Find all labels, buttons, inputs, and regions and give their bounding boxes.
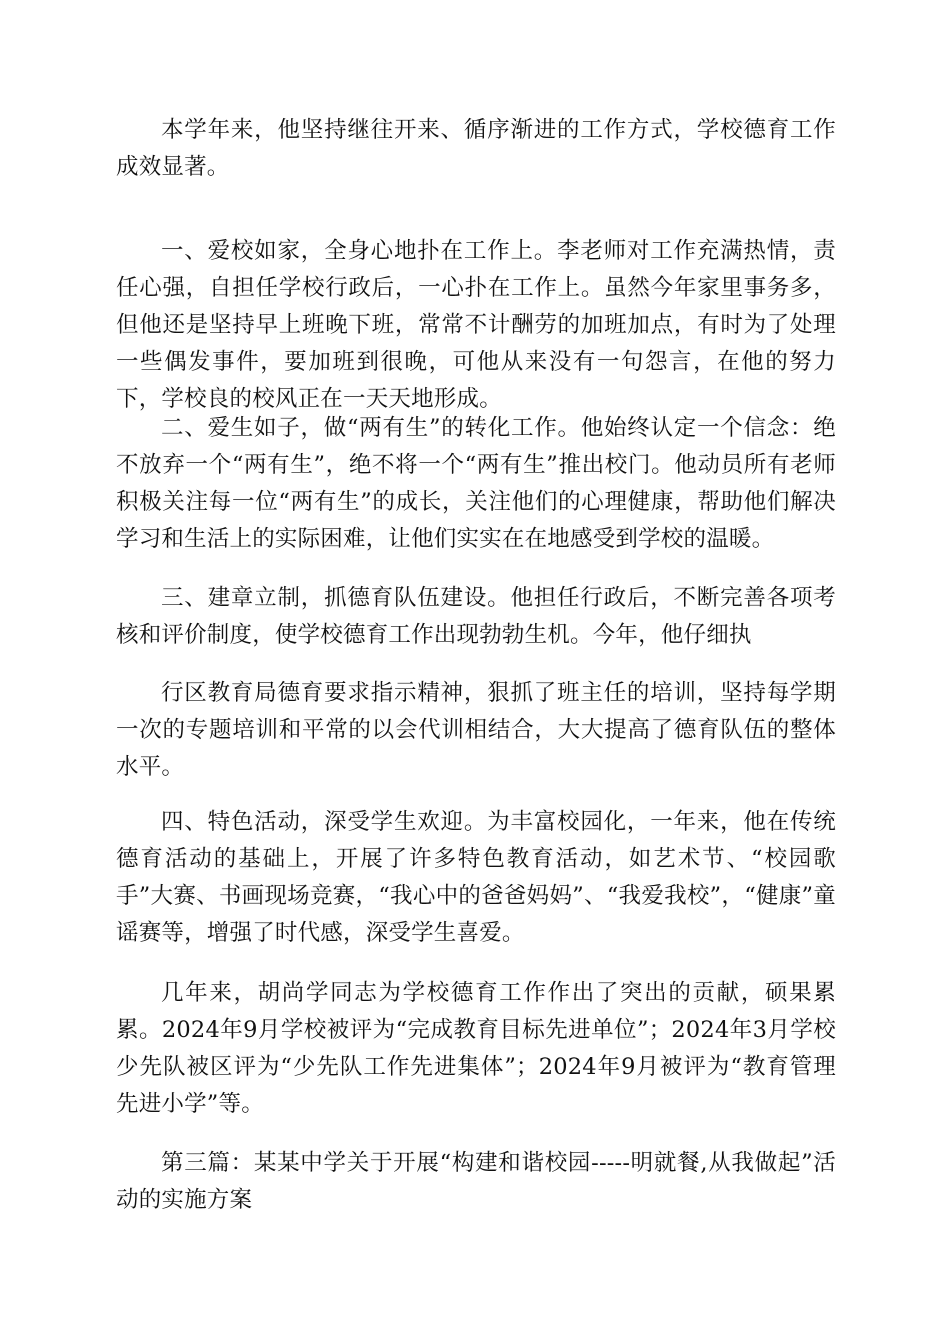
paragraph-intro: 本学年来，他坚持继往开来、循序渐进的工作方式，学校德育工作成效显著。 [116, 117, 836, 180]
paragraph-point-three: 三、建章立制，抓德育队伍建设。他担任行政后，不断完善各项考核和评价制度，使学校德育工作出现勃勃生机。今年，他仔细执 [116, 585, 836, 648]
paragraph-point-three-continued: 行区教育局德育要求指示精神，狠抓了班主任的培训，坚持每学期一次的专题培训和平常的以会代训相结合，大大提高了德育队伍的整体水平。 [116, 680, 836, 780]
paragraph-achievements: 几年来，胡尚学同志为学校德育工作作出了突出的贡献，硕果累累。2024年9月学校被评为“完成教育目标先进单位”；2024年3月学校少先队被区评为“少先队工作先进集体”；2024年9月被评为“教育管理先进小学”等。 [116, 980, 836, 1117]
paragraph-point-two: 二、爱生如子，做“两有生”的转化工作。他始终认定一个信念：绝不放弃一个“两有生”，绝不将一个“两有生”推出校门。他动员所有老师积极关注每一位“两有生”的成长，关注他们的心理健康，帮助他们解决学习和生活上的实际困难，让他们实实在在地感受到学校的温暖。 [116, 415, 836, 552]
paragraph-point-four: 四、特色活动，深受学生欢迎。为丰富校园化，一年来，他在传统德育活动的基础上，开展了许多特色教育活动，如艺术节、“校园歌手”大赛、书画现场竞赛，“我心中的爸爸妈妈”、“我爱我校”，“健康”童谣赛等，增强了时代感，深受学生喜爱。 [116, 809, 836, 946]
section-heading-part-three: 第三篇：某某中学关于开展“构建和谐校园-----明就餐,从我做起”活动的实施方案 [116, 1150, 836, 1213]
paragraph-point-one: 一、爱校如家，全身心地扑在工作上。李老师对工作充满热情，责任心强，自担任学校行政后，一心扑在工作上。虽然今年家里事务多，但他还是坚持早上班晚下班，常常不计酬劳的加班加点，有时为了处理一些偶发事件，要加班到很晚，可他从来没有一句怨言，在他的努力下，学校良的校风正在一天天地形成。 [116, 238, 836, 412]
